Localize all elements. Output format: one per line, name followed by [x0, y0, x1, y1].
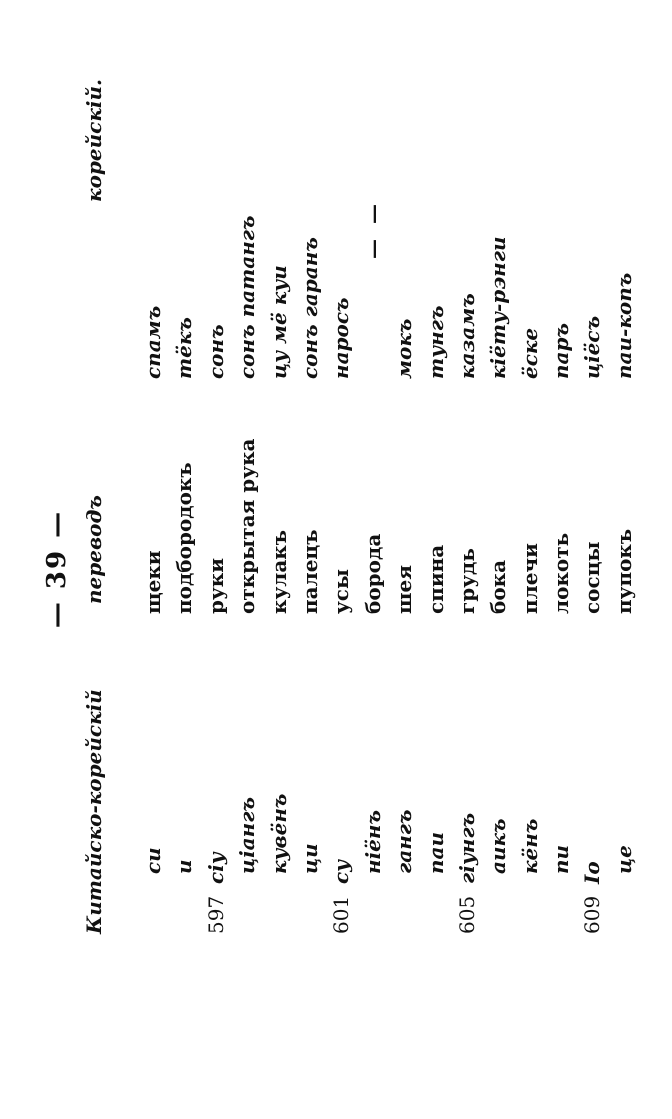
entry-row: [483, 634, 514, 934]
entry-korean: наросъ: [329, 297, 354, 379]
entry-row: [138, 634, 169, 934]
entry-row: [232, 634, 263, 934]
entry-row: [389, 634, 420, 934]
entry-korean: сонъ патангъ: [235, 215, 260, 379]
entry-row: [358, 634, 389, 934]
entry-term: гангъ: [392, 809, 417, 874]
entry-row: [326, 634, 357, 934]
entry-row: [515, 634, 546, 934]
entry-korean: сонъ: [203, 324, 228, 379]
entry-korean: тёкъ: [172, 317, 197, 379]
chinese-korean-list: [138, 634, 640, 934]
entry-row: [264, 634, 295, 934]
entry-translation: борода: [360, 533, 385, 614]
entry-row: [452, 634, 483, 934]
entry-number: 601: [329, 895, 354, 934]
entry-term: кёнъ: [517, 818, 542, 874]
entry-translation: пупокъ: [611, 528, 636, 614]
entry-korean: тунгъ: [423, 305, 448, 379]
entry-korean: мокъ: [392, 318, 417, 379]
entry-korean: казамъ: [454, 293, 479, 379]
entry-translation: палецъ: [297, 529, 322, 614]
entry-term: ніёнъ: [360, 809, 385, 874]
entry-translation: открытая рука: [235, 438, 260, 614]
entry-korean: спамъ: [141, 305, 165, 379]
entry-translation: подбородокъ: [172, 462, 197, 614]
entry-term: си: [141, 847, 165, 874]
entry-term: гіунгъ: [454, 812, 479, 884]
column-header-korean: корейскій.: [82, 79, 106, 202]
entry-term: и: [172, 859, 197, 874]
page-number: — 39 —: [42, 509, 72, 629]
entry-translation: усы: [329, 568, 354, 614]
column-header-chinese-korean: Китайско-корейскій: [82, 689, 106, 934]
entry-term: кувёнъ: [266, 793, 291, 874]
entry-translation: локоть: [549, 532, 574, 614]
entry-korean: ціёсъ: [580, 315, 605, 379]
column-header-translation: переводъ: [82, 495, 106, 604]
entry-row: [295, 634, 326, 934]
entry-term: ци: [297, 843, 322, 874]
entry-korean: кіёту-рэнги: [486, 236, 511, 379]
entry-translation: спина: [423, 544, 448, 614]
entry-korean: паръ: [549, 322, 574, 379]
entry-term: аикъ: [486, 818, 511, 874]
entry-korean: паи-копъ: [611, 272, 636, 379]
entry-translation: руки: [203, 557, 228, 614]
entry-korean: цу мё куи: [266, 265, 291, 379]
entry-translation: шея: [392, 565, 417, 614]
entry-translation: сосцы: [580, 541, 605, 614]
entry-term: ціангъ: [235, 797, 260, 874]
entry-row: [421, 634, 452, 934]
entry-korean: ёске: [517, 327, 542, 379]
entry-term: Іо: [580, 861, 605, 884]
entry-row: [169, 634, 200, 934]
entry-term: су: [329, 859, 354, 884]
entry-korean: сонъ гаранъ: [297, 237, 322, 379]
entry-translation: грудь: [454, 548, 479, 614]
entry-translation: бока: [486, 559, 511, 614]
entry-term: сіу: [203, 852, 228, 884]
korean-list: [138, 79, 640, 379]
entry-row: [201, 634, 232, 934]
entry-row: [609, 634, 640, 934]
entry-term: це: [611, 845, 636, 874]
entry-korean: — —: [360, 200, 385, 259]
entry-term: пи: [549, 844, 574, 874]
entry-row: [577, 634, 608, 934]
entry-number: 597: [203, 895, 228, 934]
entry-term: паи: [423, 831, 448, 874]
entry-translation: плечи: [517, 543, 542, 614]
entry-translation: щеки: [141, 550, 165, 614]
entry-number: 605: [454, 895, 479, 934]
entry-translation: кулакъ: [266, 529, 291, 614]
rotated-content: [20, 39, 640, 1099]
entry-number: 609: [580, 895, 605, 934]
entry-row: [546, 634, 577, 934]
